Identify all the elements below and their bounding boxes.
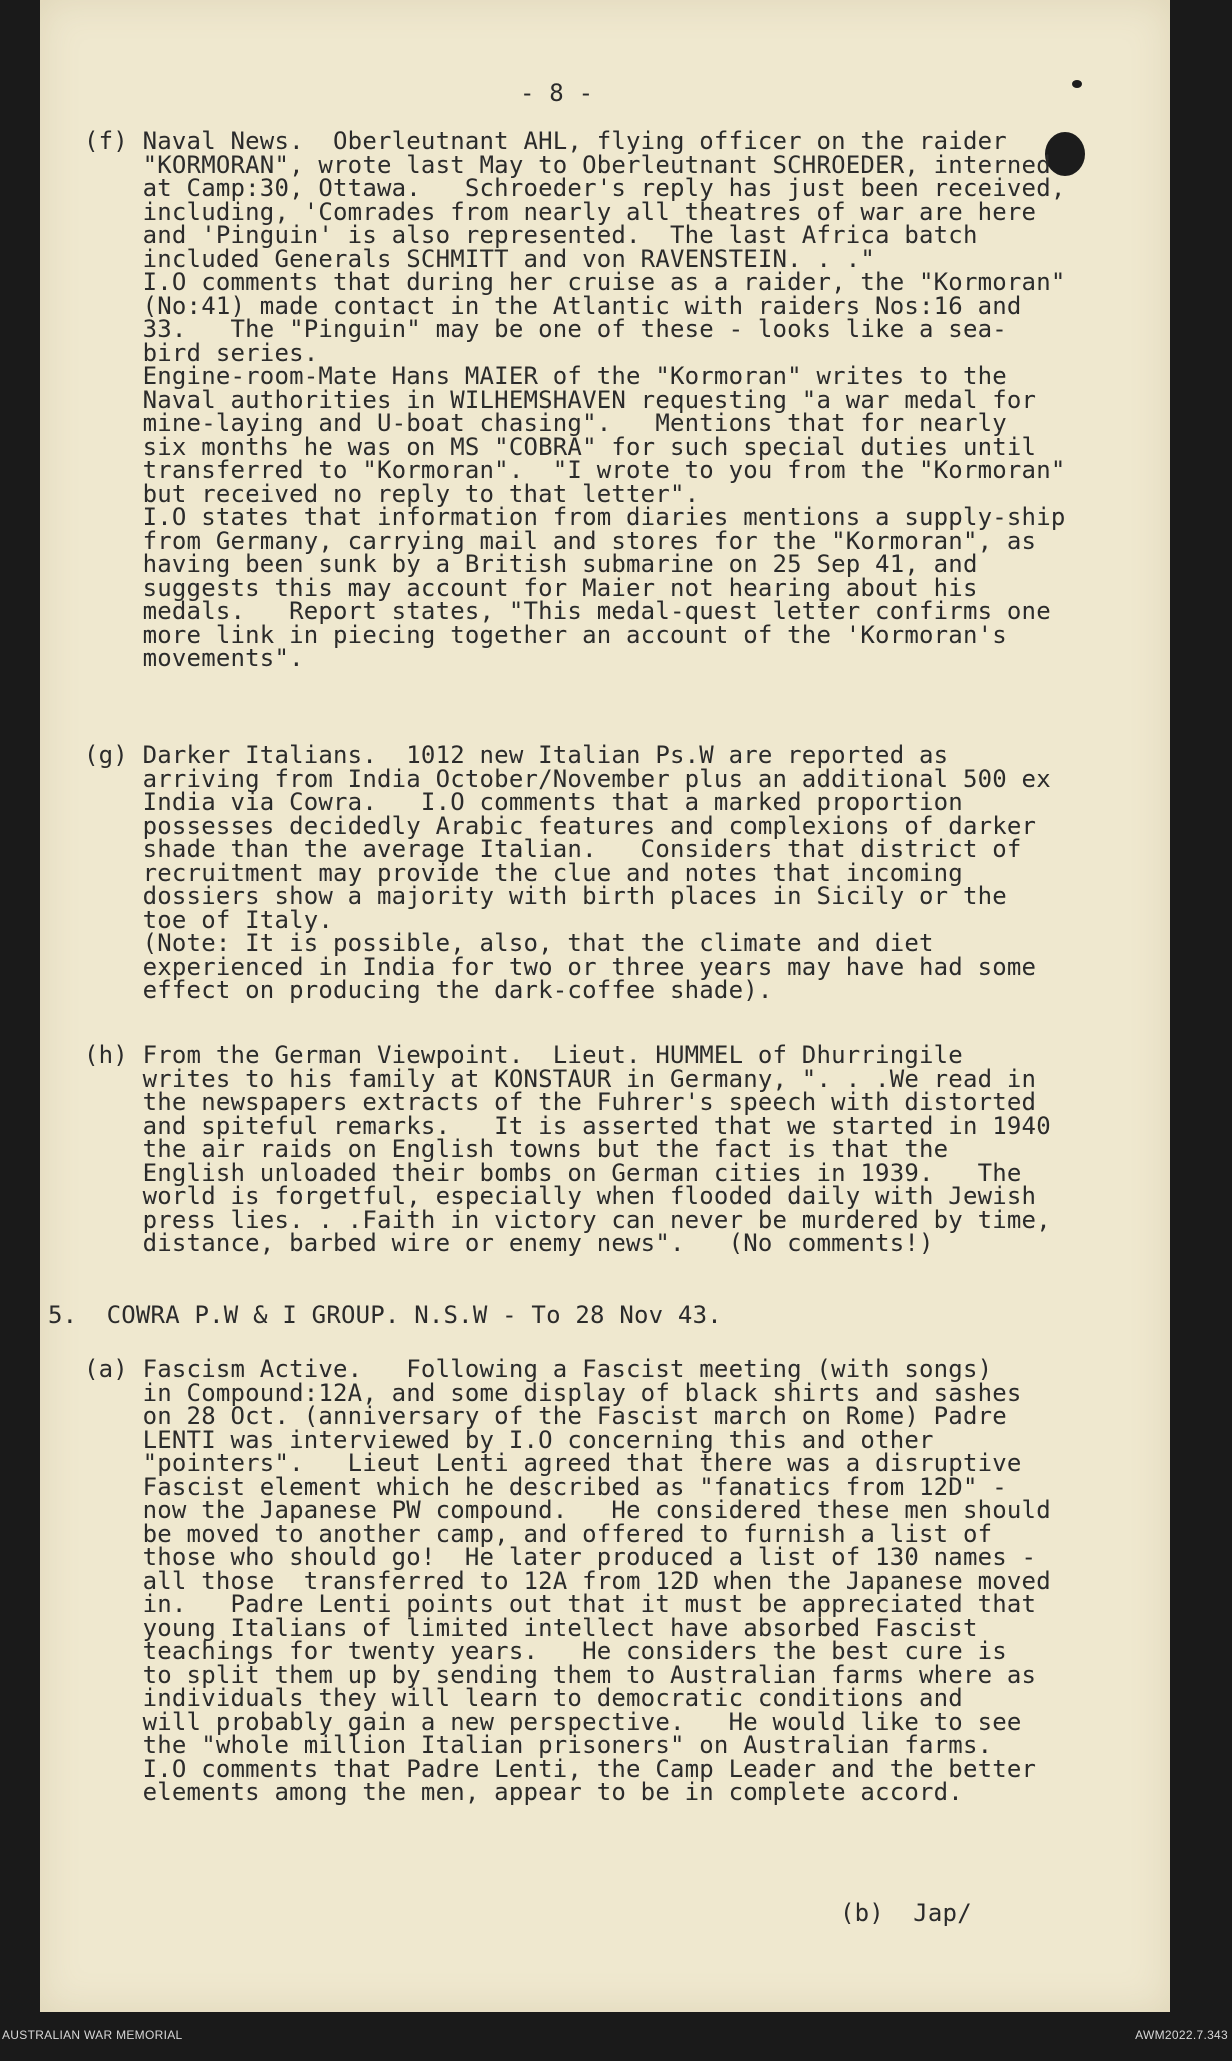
text-line: (No:41) made contact in the Atlantic with raiders Nos:16 and xyxy=(84,291,1022,320)
text-line: in Compound:12A, and some display of black shirts and sashes xyxy=(84,1378,1022,1407)
text-line: individuals they will learn to democratic conditions and xyxy=(84,1684,963,1712)
text-line: young Italians of limited intellect have absorbed Fascist xyxy=(84,1613,978,1642)
text-line: Engine-room-Mate Hans MAIER of the "Kormoran" writes to the xyxy=(84,362,1007,390)
document-page xyxy=(40,0,1170,2012)
text-line: from Germany, carrying mail and stores for the "Kormoran", as xyxy=(84,526,1037,555)
text-line: writes to his family at KONSTAUR in Germany, ". . .We read in xyxy=(84,1064,1037,1093)
text-line: all those transferred to 12A from 12D when the Japanese moved xyxy=(84,1566,1051,1595)
footer-archive-reference: AWM2022.7.343 xyxy=(1135,2028,1228,2042)
text-line: LENTI was interviewed by I.O concerning this and other xyxy=(84,1425,934,1454)
text-line: in. Padre Lenti points out that it must be appreciated that xyxy=(84,1590,1037,1618)
text-line: elements among the men, appear to be in complete accord. xyxy=(84,1778,963,1806)
text-line: India via Cowra. I.O comments that a marked proportion xyxy=(84,788,963,816)
text-line: included Generals SCHMITT and von RAVENSTEIN. . ." xyxy=(84,244,876,273)
text-line: press lies. . .Faith in victory can never be murdered by time, xyxy=(84,1205,1051,1234)
page-number: - 8 - xyxy=(520,79,594,107)
text-line: 33. The "Pinguin" may be one of these - looks like a sea- xyxy=(84,315,1007,343)
text-line: Naval authorities in WILHEMSHAVEN requesting "a war medal for xyxy=(84,385,1037,414)
section-f-naval-news xyxy=(84,127,1066,672)
text-line: arriving from India October/November plus an additional 500 ex xyxy=(84,764,1051,793)
footer-archive-name: AUSTRALIAN WAR MEMORIAL xyxy=(2,2028,183,2042)
text-line: Fascist element which he described as "fanatics from 12D" - xyxy=(84,1472,1007,1501)
text-line: the newspapers extracts of the Fuhrer's speech with distorted xyxy=(84,1088,1037,1116)
text-line: medals. Report states, "This medal-quest letter confirms one xyxy=(84,597,1051,625)
text-line: and 'Pinguin' is also represented. The last Africa batch xyxy=(84,221,978,249)
text-line: distance, barbed wire or enemy news". (No comments!) xyxy=(84,1229,934,1257)
text-line: experienced in India for two or three years may have had some xyxy=(84,952,1037,981)
text-line: transferred to "Kormoran". "I wrote to you from the "Kormoran" xyxy=(84,456,1066,484)
text-line: (g) Darker Italians. 1012 new Italian Ps.W are reported as xyxy=(84,741,949,769)
text-line: the "whole million Italian prisoners" on Australian farms. xyxy=(84,1731,993,1759)
text-line: toe of Italy. xyxy=(84,905,334,934)
section-a-fascism-active xyxy=(84,1355,1051,1806)
text-line: recruitment may provide the clue and notes that incoming xyxy=(84,858,963,887)
heading-cowra-group: 5. COWRA P.W & I GROUP. N.S.W - To 28 Nov 43. xyxy=(48,1301,722,1329)
text-line: shade than the average Italian. Considers that district of xyxy=(84,835,1022,863)
text-line: (h) From the German Viewpoint. Lieut. HUMMEL of Dhurringile xyxy=(84,1041,963,1069)
text-line: having been sunk by a British submarine on 25 Sep 41, and xyxy=(84,550,978,578)
text-line: possesses decidedly Arabic features and complexions of darker xyxy=(84,811,1037,840)
section-h-german-viewpoint xyxy=(84,1041,1051,1257)
text-line: more link in piecing together an account of the 'Kormoran's xyxy=(84,620,1007,649)
text-line: be moved to another camp, and offered to furnish a list of xyxy=(84,1519,993,1548)
text-line: mine-laying and U-boat chasing". Mentions that for nearly xyxy=(84,409,1007,437)
text-line: world is forgetful, especially when flooded daily with Jewish xyxy=(84,1182,1037,1210)
text-line: teachings for twenty years. He considers the best cure is xyxy=(84,1637,1007,1665)
text-line: suggests this may account for Maier not hearing about his xyxy=(84,573,978,602)
text-line: I.O states that information from diaries mentions a supply-ship xyxy=(84,503,1066,531)
text-line: will probably gain a new perspective. He would like to see xyxy=(84,1707,1022,1736)
text-line: those who should go! He later produced a list of 130 names - xyxy=(84,1543,1037,1571)
section-g-darker-italians xyxy=(84,741,1051,1004)
text-line: but received no reply to that letter". xyxy=(84,479,700,508)
text-line: bird series. xyxy=(84,338,319,367)
typed-text xyxy=(40,0,1170,2012)
text-line: I.O comments that Padre Lenti, the Camp Leader and the better xyxy=(84,1754,1037,1783)
text-line: (f) Naval News. Oberleutnant AHL, flying officer on the raider xyxy=(84,127,1007,155)
text-line: now the Japanese PW compound. He considered these men should xyxy=(84,1496,1051,1524)
text-line: "KORMORAN", wrote last May to Oberleutnant SCHROEDER, interned xyxy=(84,150,1051,179)
text-line: (Note: It is possible, also, that the climate and diet xyxy=(84,929,934,957)
text-line: I.O comments that during her cruise as a raider, the "Kormoran" xyxy=(84,268,1066,296)
text-line: (a) Fascism Active. Following a Fascist meeting (with songs) xyxy=(84,1355,993,1383)
text-line: on 28 Oct. (anniversary of the Fascist march on Rome) Padre xyxy=(84,1402,1007,1430)
catchword: (b) Jap/ xyxy=(840,1899,972,1927)
text-line: the air raids on English towns but the fact is that the xyxy=(84,1135,949,1163)
text-line: "pointers". Lieut Lenti agreed that there was a disruptive xyxy=(84,1449,1022,1477)
text-line: at Camp:30, Ottawa. Schroeder's reply has just been received, xyxy=(84,174,1066,202)
text-line: including, 'Comrades from nearly all theatres of war are here xyxy=(84,197,1037,226)
text-line: to split them up by sending them to Australian farms where as xyxy=(84,1660,1037,1689)
text-line: six months he was on MS "COBRA" for such special duties until xyxy=(84,432,1037,461)
text-line: movements". xyxy=(84,644,304,672)
text-line: and spiteful remarks. It is asserted that we started in 1940 xyxy=(84,1111,1051,1140)
text-line: English unloaded their bombs on German cities in 1939. The xyxy=(84,1158,1022,1187)
text-line: dossiers show a majority with birth places in Sicily or the xyxy=(84,882,1007,910)
text-line: effect on producing the dark-coffee shade). xyxy=(84,976,773,1004)
